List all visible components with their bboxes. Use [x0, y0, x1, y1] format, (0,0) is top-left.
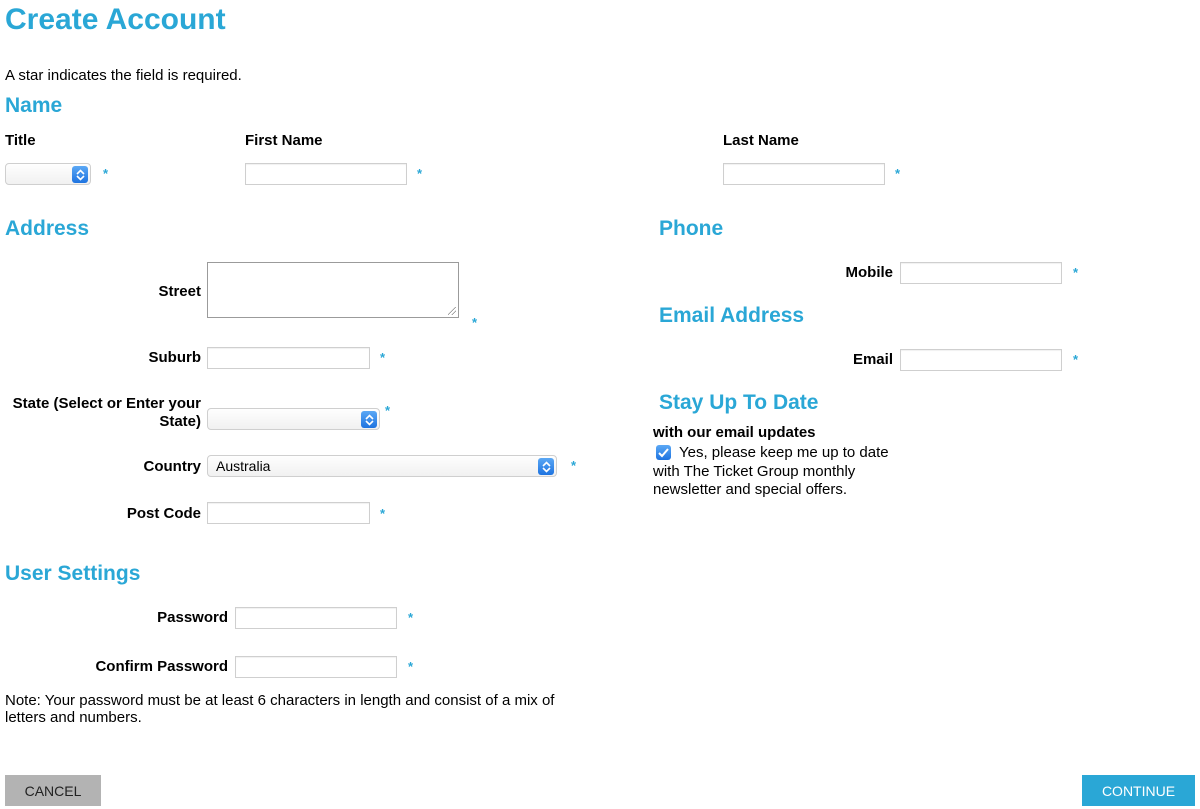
street-field[interactable] [207, 262, 459, 318]
cancel-button[interactable]: CANCEL [5, 775, 101, 806]
state-select[interactable] [207, 408, 380, 430]
suburb-required-star: * [380, 350, 386, 365]
select-chevron-icon [361, 411, 377, 428]
mobile-field[interactable] [900, 262, 1062, 284]
email-label: Email [852, 351, 893, 368]
state-label-line1: State (Select or Enter your [12, 395, 201, 412]
postcode-field[interactable] [207, 502, 370, 524]
email-heading: Email Address [659, 304, 805, 327]
password-label: Password [157, 609, 228, 626]
state-label [0, 395, 201, 431]
confirm-password-field[interactable] [235, 656, 397, 678]
select-chevron-icon [72, 166, 88, 183]
last-name-label: Last Name [723, 132, 799, 149]
select-chevron-icon [538, 458, 554, 475]
country-select[interactable] [207, 455, 557, 477]
newsletter-checkbox[interactable] [656, 445, 671, 460]
continue-button[interactable]: CONTINUE [1082, 775, 1195, 806]
confirm-password-required-star: * [408, 659, 414, 674]
street-field-wrap [207, 262, 459, 318]
newsletter-line3: newsletter and special offers. [653, 481, 847, 498]
suburb-field[interactable] [207, 347, 370, 369]
country-label: Country [143, 458, 201, 475]
newsletter-rest [653, 463, 855, 499]
stay-up-to-date-heading: Stay Up To Date [659, 391, 819, 414]
password-note-line1: Note: Your password must be at least 6 characters in length and consist of a mix of [5, 692, 555, 709]
address-heading: Address [5, 217, 90, 240]
title-select[interactable] [5, 163, 91, 185]
password-required-star: * [408, 610, 414, 625]
first-name-field[interactable] [245, 163, 407, 185]
name-heading: Name [5, 94, 63, 117]
required-note: A star indicates the field is required. [5, 67, 242, 84]
street-required-star: * [472, 315, 478, 330]
postcode-label: Post Code [126, 505, 201, 522]
last-name-required-star: * [895, 166, 901, 181]
resize-handle-icon[interactable] [448, 307, 456, 315]
title-required-star: * [103, 166, 109, 181]
country-required-star: * [571, 458, 577, 473]
street-label: Street [158, 283, 201, 300]
postcode-required-star: * [380, 506, 386, 521]
first-name-required-star: * [417, 166, 423, 181]
page-title: Create Account [5, 3, 226, 36]
country-select-value: Australia [216, 458, 271, 474]
confirm-password-label: Confirm Password [95, 658, 228, 675]
mobile-required-star: * [1073, 265, 1079, 280]
stay-subheading: with our email updates [653, 424, 816, 441]
email-required-star: * [1073, 352, 1079, 367]
last-name-field[interactable] [723, 163, 885, 185]
phone-heading: Phone [659, 217, 724, 240]
checkmark-icon [658, 448, 669, 458]
mobile-label: Mobile [845, 264, 893, 281]
user-settings-heading: User Settings [5, 562, 141, 585]
state-label-line2: State) [159, 413, 201, 430]
email-field[interactable] [900, 349, 1062, 371]
newsletter-line1: Yes, please keep me up to date [679, 444, 889, 461]
password-field[interactable] [235, 607, 397, 629]
password-note [5, 692, 605, 726]
password-note-line2: letters and numbers. [5, 709, 142, 726]
title-label: Title [5, 132, 36, 149]
state-required-star: * [385, 403, 391, 418]
newsletter-line2: with The Ticket Group monthly [653, 463, 856, 480]
first-name-label: First Name [245, 132, 323, 149]
suburb-label: Suburb [148, 349, 201, 366]
